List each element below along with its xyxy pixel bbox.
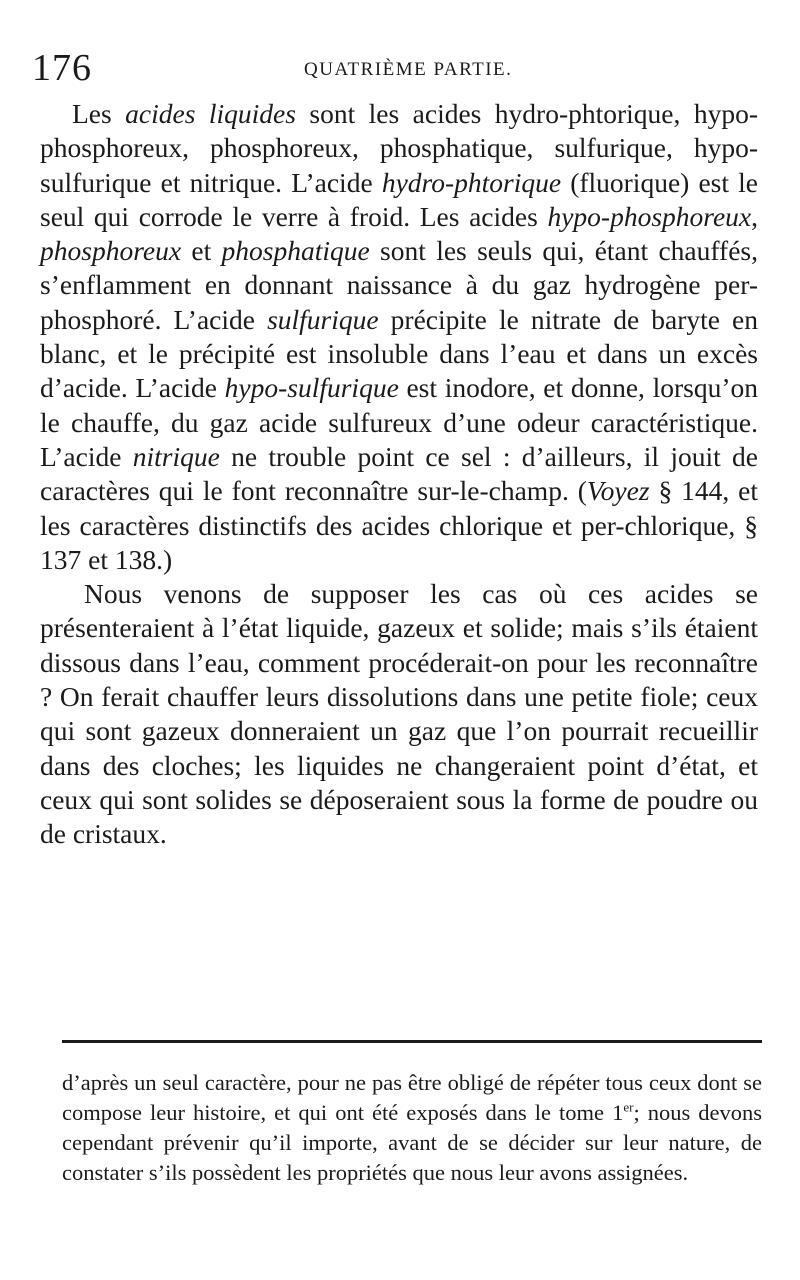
italic-term: hydro-phtorique [381, 166, 562, 198]
text-run: sont les acides hydro-phtorique, hypo-phosphoreux, phosphoreux, phosphatique, sulfurique, hypo-sulfurique et nitrique. L’acide [40, 98, 758, 198]
italic-term: hypo-sulfurique [224, 372, 399, 404]
italic-term: hypo-phosphoreux [547, 200, 752, 232]
italic-term: phosphatique [221, 235, 370, 267]
running-head: QUATRIÈME PARTIE. [304, 59, 513, 80]
page-number: 176 [32, 47, 92, 89]
italic-term: acides liquides [125, 98, 296, 129]
paragraph-1 [40, 97, 758, 577]
italic-term: Voyez [586, 475, 650, 507]
paragraph-2: Nous venons de supposer les cas où ces acides se présenteraient à l’état liquide, gazeux et solide; mais s’ils étaient dissous dans l’eau, comment procéderait-on pour les reconnaître ? On ferait chauffer leurs dissolutions dans une petite fiole; ceux qui sont gazeux donneraient un gaz que l’on pourrait recueillir dans des cloches; les liquides ne changeraient point d’état, et ceux qui sont solides se déposeraient sous la forme de poudre ou de cristaux. [40, 578, 758, 850]
page-header [32, 48, 772, 88]
footnote-superscript: er [623, 1099, 634, 1115]
footnote-text: d’après un seul caractère, pour ne pas être obligé de répéter tous ceux dont se compose leur histoire, et qui ont été exposés dans le tome 1 [62, 1070, 762, 1125]
text-run: et [181, 235, 222, 267]
italic-term: nitrique [132, 440, 220, 472]
text-run: Les [72, 98, 126, 129]
footnote-separator [62, 1040, 762, 1043]
text-run: est inodore, et donne, lorsqu’on le chauffe, du gaz acide sulfureux d’une odeur caractéristique. L’acide [40, 372, 759, 472]
text-run: sont les seuls qui, étant chauffés, s’enflamment en donnant naissance à du gaz hydrogène per-phosphoré. L’acide [40, 235, 758, 335]
main-text [40, 97, 758, 852]
text-run: précipite le nitrate de baryte en blanc, et le précipité est insoluble dans l’eau et dans un excès d’acide. L’acide [40, 303, 759, 404]
italic-term: sulfurique [267, 303, 379, 335]
text-run: (fluorique) est le seul qui corrode le verre à froid. Les acides [40, 166, 759, 232]
footnote [62, 1068, 762, 1188]
italic-term: phosphoreux [40, 235, 182, 267]
text-run: § 144, et les caractères distinctifs des acides chlorique et per-chlorique, § 137 et 138.) [40, 475, 758, 575]
text-run: , [751, 200, 758, 232]
text-run: ne trouble point ce sel : d’ailleurs, il jouit de caractères qui le font reconnaître sur-le-champ. ( [40, 440, 758, 507]
footnote-text-continued: ; nous devons cependant prévenir qu’il importe, avant de se décider sur leur nature, de constater s’ils possèdent les propriétés que nous leur avons assignées. [62, 1100, 762, 1185]
